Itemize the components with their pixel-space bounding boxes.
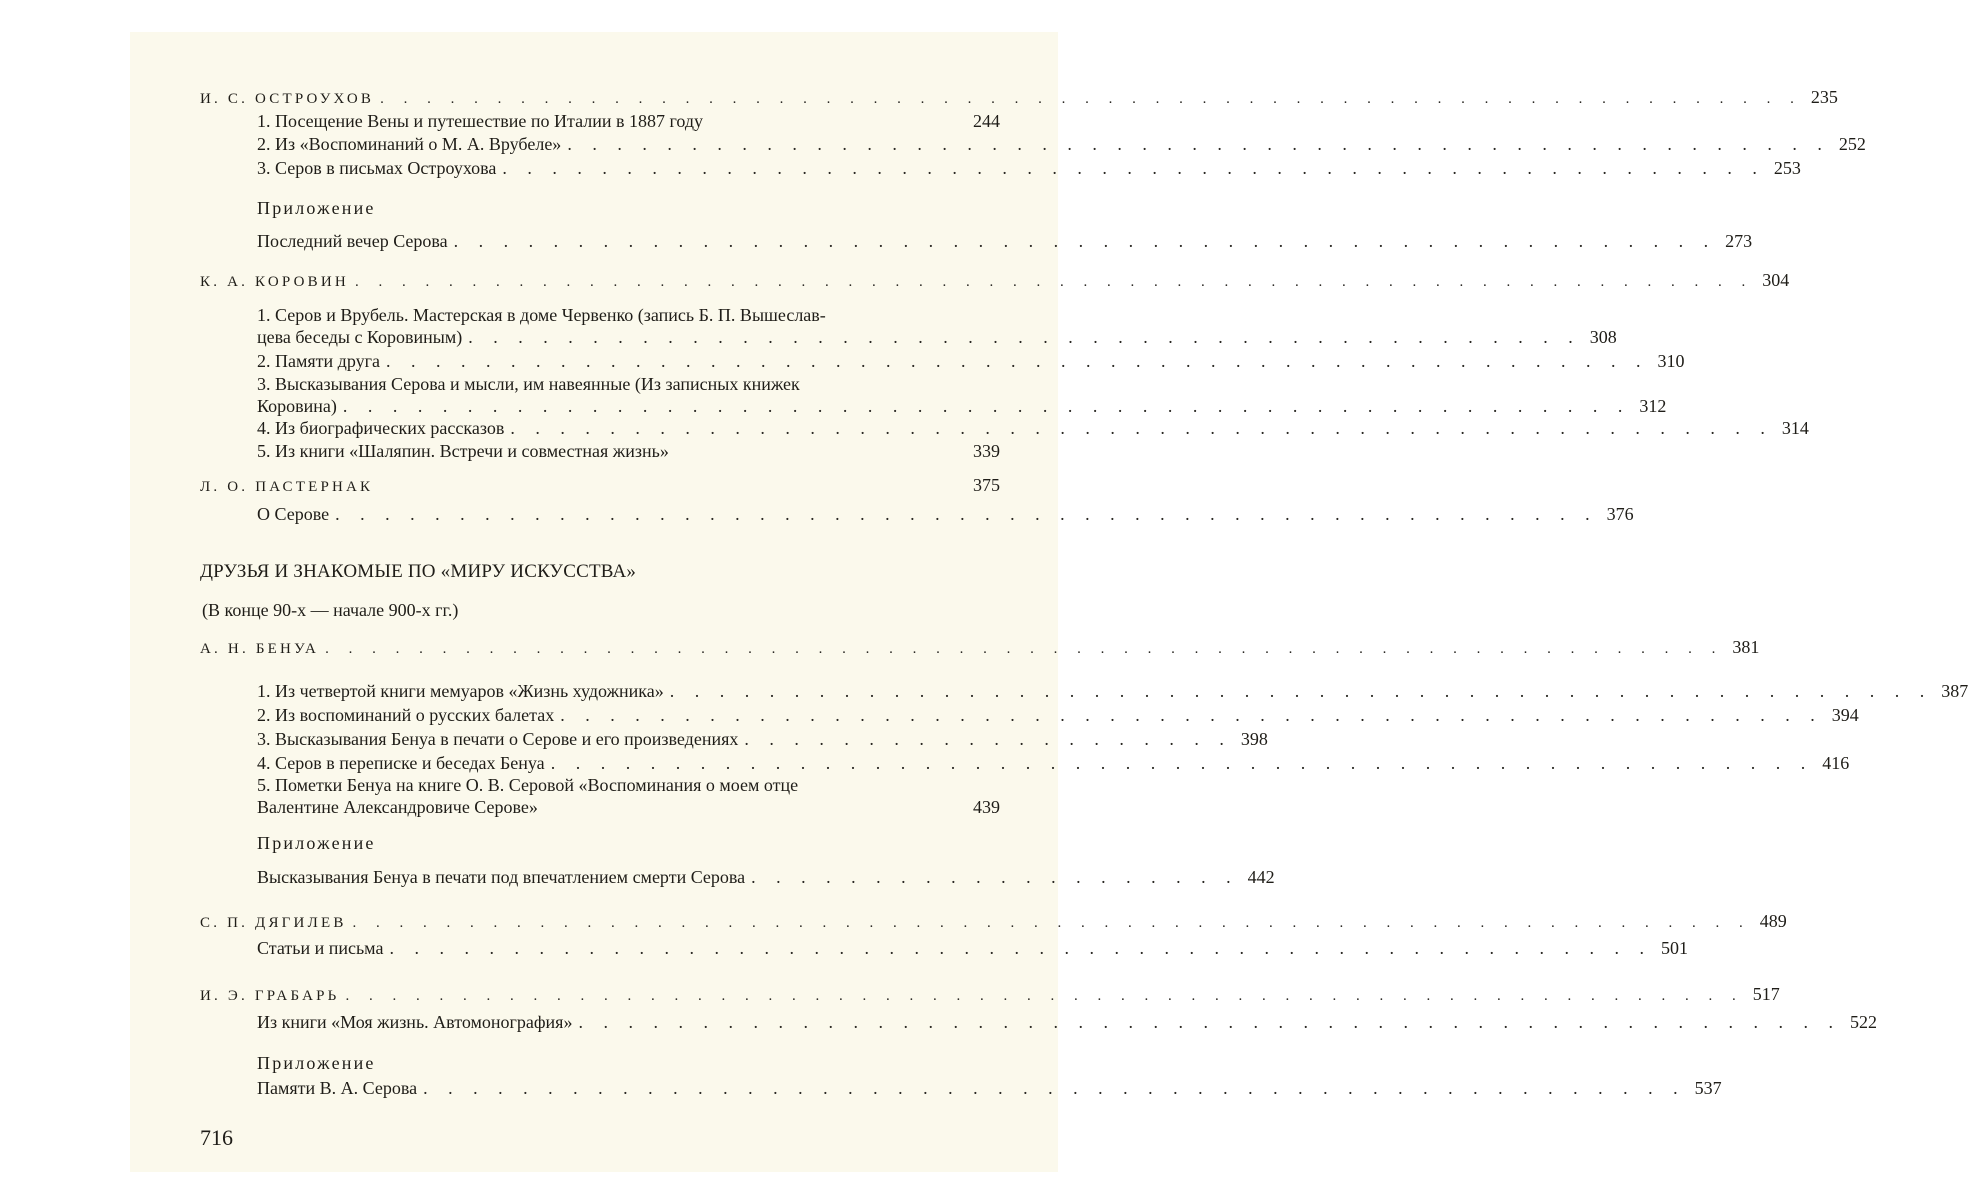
page-ref: 439 bbox=[973, 797, 1000, 817]
toc-entry bbox=[257, 503, 1634, 525]
appendix-label: Приложение bbox=[257, 833, 376, 853]
toc-entry-multiline bbox=[257, 304, 1617, 348]
page-number: 716 bbox=[200, 1125, 233, 1150]
entry-title: Коровина) bbox=[257, 396, 337, 416]
leader-dots: . . . . . . . . . . . . . . . . . . . . . . . . . . . . . . . . . . . . . . . . . . . . . . . . . . . bbox=[423, 1078, 1686, 1098]
page-ref: 375 bbox=[973, 475, 1000, 495]
author-name: И. Э. ГРАБАРЬ bbox=[200, 988, 340, 1004]
page-ref: 235 bbox=[1810, 87, 1838, 107]
page-ref: 252 bbox=[1838, 134, 1866, 154]
leader-dots: . . . . . . . . . . . . . . . . . . . . . . . . . . . . . . . . . . . . . . . . . . . . . . . . . . . bbox=[669, 681, 1933, 701]
entry-title-last-line bbox=[257, 395, 1667, 417]
entry-title-last-line bbox=[257, 796, 1000, 818]
page-ref: 308 bbox=[1589, 327, 1617, 347]
section-subtitle: (В конце 90-х — начале 900-х гг.) bbox=[202, 600, 459, 620]
toc-entry bbox=[257, 1011, 1877, 1033]
author-name: И. С. ОСТРОУХОВ bbox=[200, 91, 375, 107]
entry-title-last-line bbox=[257, 326, 1617, 348]
page-ref: 376 bbox=[1606, 504, 1634, 524]
toc-entry-multiline bbox=[257, 774, 1000, 818]
author-name: Л. О. ПАСТЕРНАК bbox=[200, 479, 374, 495]
leader-dots: . . . . . . . . . . . . . . . . . . . . . . . . . . . . . . . . . . . . . . . . . . . . . . . . . . . bbox=[578, 1012, 1841, 1032]
leader-dots: . . . . . . . . . . . . . . . . . . . . . . . . . . . . . . . . . . . . . . . . . . . . . . . . . . . . . . . . . . . . bbox=[352, 915, 1751, 931]
toc-author-entry bbox=[200, 910, 1787, 934]
entry-title: 2. Из воспоминаний о русских балетах bbox=[257, 705, 555, 725]
entry-title: цева беседы с Коровиным) bbox=[257, 327, 463, 347]
entry-title-line: 3. Высказывания Серова и мысли, им навеянные (Из записных книжек bbox=[257, 374, 800, 394]
page-ref: 489 bbox=[1759, 911, 1787, 931]
page-ref: 312 bbox=[1639, 396, 1667, 416]
entry-title: Статьи и письма bbox=[257, 938, 384, 958]
leader-dots: . . . . . . . . . . . . . . . . . . . . . . . . . . . . . . . . . . . . . . . . . . . . . . . . . . . bbox=[550, 753, 1814, 773]
leader-dots: . . . . . . . . . . . . . . . . . . . . . . . . . . . . . . . . . . . . . . . . . . . . . . . . . . . bbox=[453, 231, 1717, 251]
entry-title: 1. Посещение Вены и путешествие по Италии в 1887 году bbox=[257, 111, 704, 131]
toc-entry bbox=[257, 110, 1000, 132]
page-ref: 442 bbox=[1247, 867, 1275, 887]
page-ref: 381 bbox=[1732, 637, 1760, 657]
toc-entry bbox=[257, 230, 1753, 252]
leader-dots: . . . . . . . . . . . . . . . . . . . . . . . . . . . . . . . . . . . . . . . . . . . . . . . . . . . . . . . . . . . . . bbox=[380, 91, 1802, 107]
toc-entry bbox=[257, 133, 1866, 155]
page-ref: 310 bbox=[1657, 351, 1685, 371]
leader-dots: . . . . . . . . . . . . . . . . . . . . . . . . . . . . . . . . . . . . . . . . . . . . . . . . . . . bbox=[510, 418, 1773, 438]
entry-title: 3. Высказывания Бенуа в печати о Серове и его произведениях bbox=[257, 729, 739, 749]
entry-title: Памяти В. А. Серова bbox=[257, 1078, 418, 1098]
entry-title: 3. Серов в письмах Остроухова bbox=[257, 158, 497, 178]
book-page bbox=[130, 32, 1968, 1172]
toc-entry bbox=[257, 350, 1685, 372]
author-name: А. Н. БЕНУА bbox=[200, 641, 320, 657]
leader-dots: . . . . . . . . . . . . . . . . . . . . . . . . . . . . . . . . . . . . . . . . . . . . . . . . . . . bbox=[502, 158, 1765, 178]
leader-dots: . . . . . . . . . . . . . . . . . . . . . . . . . . . . . . . . . . . . . . . . . . . . . . . . . . . bbox=[560, 705, 1823, 725]
leader-dots: . . . . . . . . . . . . . . . . . . . . . . . . . . . . . . . . . . . . . . . . . . . . . . . . . . . bbox=[335, 504, 1598, 524]
toc-entry bbox=[257, 704, 1859, 726]
leader-dots: . . . . . . . . . . . . . . . . . . . . . . . . . . . . . . . . . . . . . . . . . . . . . . . . . . . bbox=[567, 134, 1830, 154]
toc-entry bbox=[257, 937, 1688, 959]
entry-title: Из книги «Моя жизнь. Автомонография» bbox=[257, 1012, 573, 1032]
toc-entry-multiline bbox=[257, 373, 1667, 417]
page-ref: 517 bbox=[1752, 984, 1780, 1004]
toc-entry bbox=[257, 417, 1809, 439]
section-title: ДРУЗЬЯ И ЗНАКОМЫЕ ПО «МИРУ ИСКУССТВА» bbox=[200, 561, 637, 582]
entry-title: 2. Из «Воспоминаний о М. А. Врубеле» bbox=[257, 134, 562, 154]
appendix-label: Приложение bbox=[257, 198, 376, 218]
leader-dots: . . . . . . . . . . . . . . . . . . . . . . . . . . . . . . . . . . . . . . . . . . . . . . . . . . . . . . . . . . . . bbox=[325, 641, 1724, 657]
toc-entry bbox=[257, 1077, 1722, 1099]
page-ref: 304 bbox=[1762, 270, 1790, 290]
leader-dots: . . . . . . . . . . . . . . . . . . . . bbox=[744, 729, 1232, 749]
toc-author-entry bbox=[200, 86, 1838, 110]
leader-dots: . . . . . . . . . . . . . . . . . . . . . . . . . . . . . . . . . . . . . . . . . . . . . bbox=[468, 327, 1581, 347]
entry-title: 4. Из биографических рассказов bbox=[257, 418, 505, 438]
entry-title: Последний вечер Серова bbox=[257, 231, 448, 251]
entry-title-line: 5. Пометки Бенуа на книге О. В. Серовой «Воспоминания о моем отце bbox=[257, 775, 799, 795]
page-ref: 253 bbox=[1773, 158, 1801, 178]
page-ref: 314 bbox=[1781, 418, 1809, 438]
toc-author-entry bbox=[200, 269, 1790, 293]
toc-entry bbox=[257, 440, 1000, 462]
toc-entry bbox=[257, 157, 1801, 179]
page-ref: 244 bbox=[973, 111, 1000, 131]
leader-dots: . . . . . . . . . . . . . . . . . . . . . . . . . . . . . . . . . . . . . . . . . . . . . . . . . . . bbox=[385, 351, 1649, 371]
leader-dots: . . . . . . . . . . . . . . . . . . . . . . . . . . . . . . . . . . . . . . . . . . . . . . . . . . . . bbox=[342, 396, 1631, 416]
toc-author-entry bbox=[200, 636, 1760, 660]
leader-dots: . . . . . . . . . . . . . . . . . . . . bbox=[751, 867, 1239, 887]
leader-dots: . . . . . . . . . . . . . . . . . . . . . . . . . . . . . . . . . . . . . . . . . . . . . . . . . . . . . . . . . . . . bbox=[345, 988, 1744, 1004]
page-ref: 398 bbox=[1240, 729, 1268, 749]
entry-title-line: 1. Серов и Врубель. Мастерская в доме Червенко (запись Б. П. Вышеслав- bbox=[257, 305, 826, 325]
toc-author-entry bbox=[200, 474, 1000, 498]
page-ref: 501 bbox=[1660, 938, 1688, 958]
entry-title: 4. Серов в переписке и беседах Бенуа bbox=[257, 753, 545, 773]
entry-title: Высказывания Бенуа в печати под впечатлением смерти Серова bbox=[257, 867, 746, 887]
entry-title: 2. Памяти друга bbox=[257, 351, 380, 371]
toc-entry bbox=[257, 728, 1268, 750]
page-ref: 522 bbox=[1849, 1012, 1877, 1032]
leader-dots: . . . . . . . . . . . . . . . . . . . . . . . . . . . . . . . . . . . . . . . . . . . . . . . . . . . bbox=[389, 938, 1652, 958]
toc-entry bbox=[257, 752, 1850, 774]
page-ref: 273 bbox=[1725, 231, 1753, 251]
toc-author-entry bbox=[200, 983, 1780, 1007]
page-ref: 416 bbox=[1822, 753, 1850, 773]
page-ref: 387 bbox=[1941, 681, 1968, 701]
toc-entry bbox=[257, 866, 1275, 888]
leader-dots: . . . . . . . . . . . . . . . . . . . . . . . . . . . . . . . . . . . . . . . . . . . . . . . . . . . . . . . . . . . . bbox=[354, 274, 1754, 290]
page-ref: 339 bbox=[973, 441, 1000, 461]
author-name: К. А. КОРОВИН bbox=[200, 274, 349, 290]
entry-title: 5. Из книги «Шаляпин. Встречи и совместная жизнь» bbox=[257, 441, 669, 461]
author-name: С. П. ДЯГИЛЕВ bbox=[200, 915, 347, 931]
appendix-label: Приложение bbox=[257, 1053, 376, 1073]
entry-title: Валентине Александровиче Серове» bbox=[257, 797, 538, 817]
page-ref: 394 bbox=[1831, 705, 1859, 725]
page-ref: 537 bbox=[1694, 1078, 1722, 1098]
entry-title: 1. Из четвертой книги мемуаров «Жизнь художника» bbox=[257, 681, 664, 701]
entry-title: О Серове bbox=[257, 504, 330, 524]
toc-entry bbox=[257, 680, 1968, 702]
